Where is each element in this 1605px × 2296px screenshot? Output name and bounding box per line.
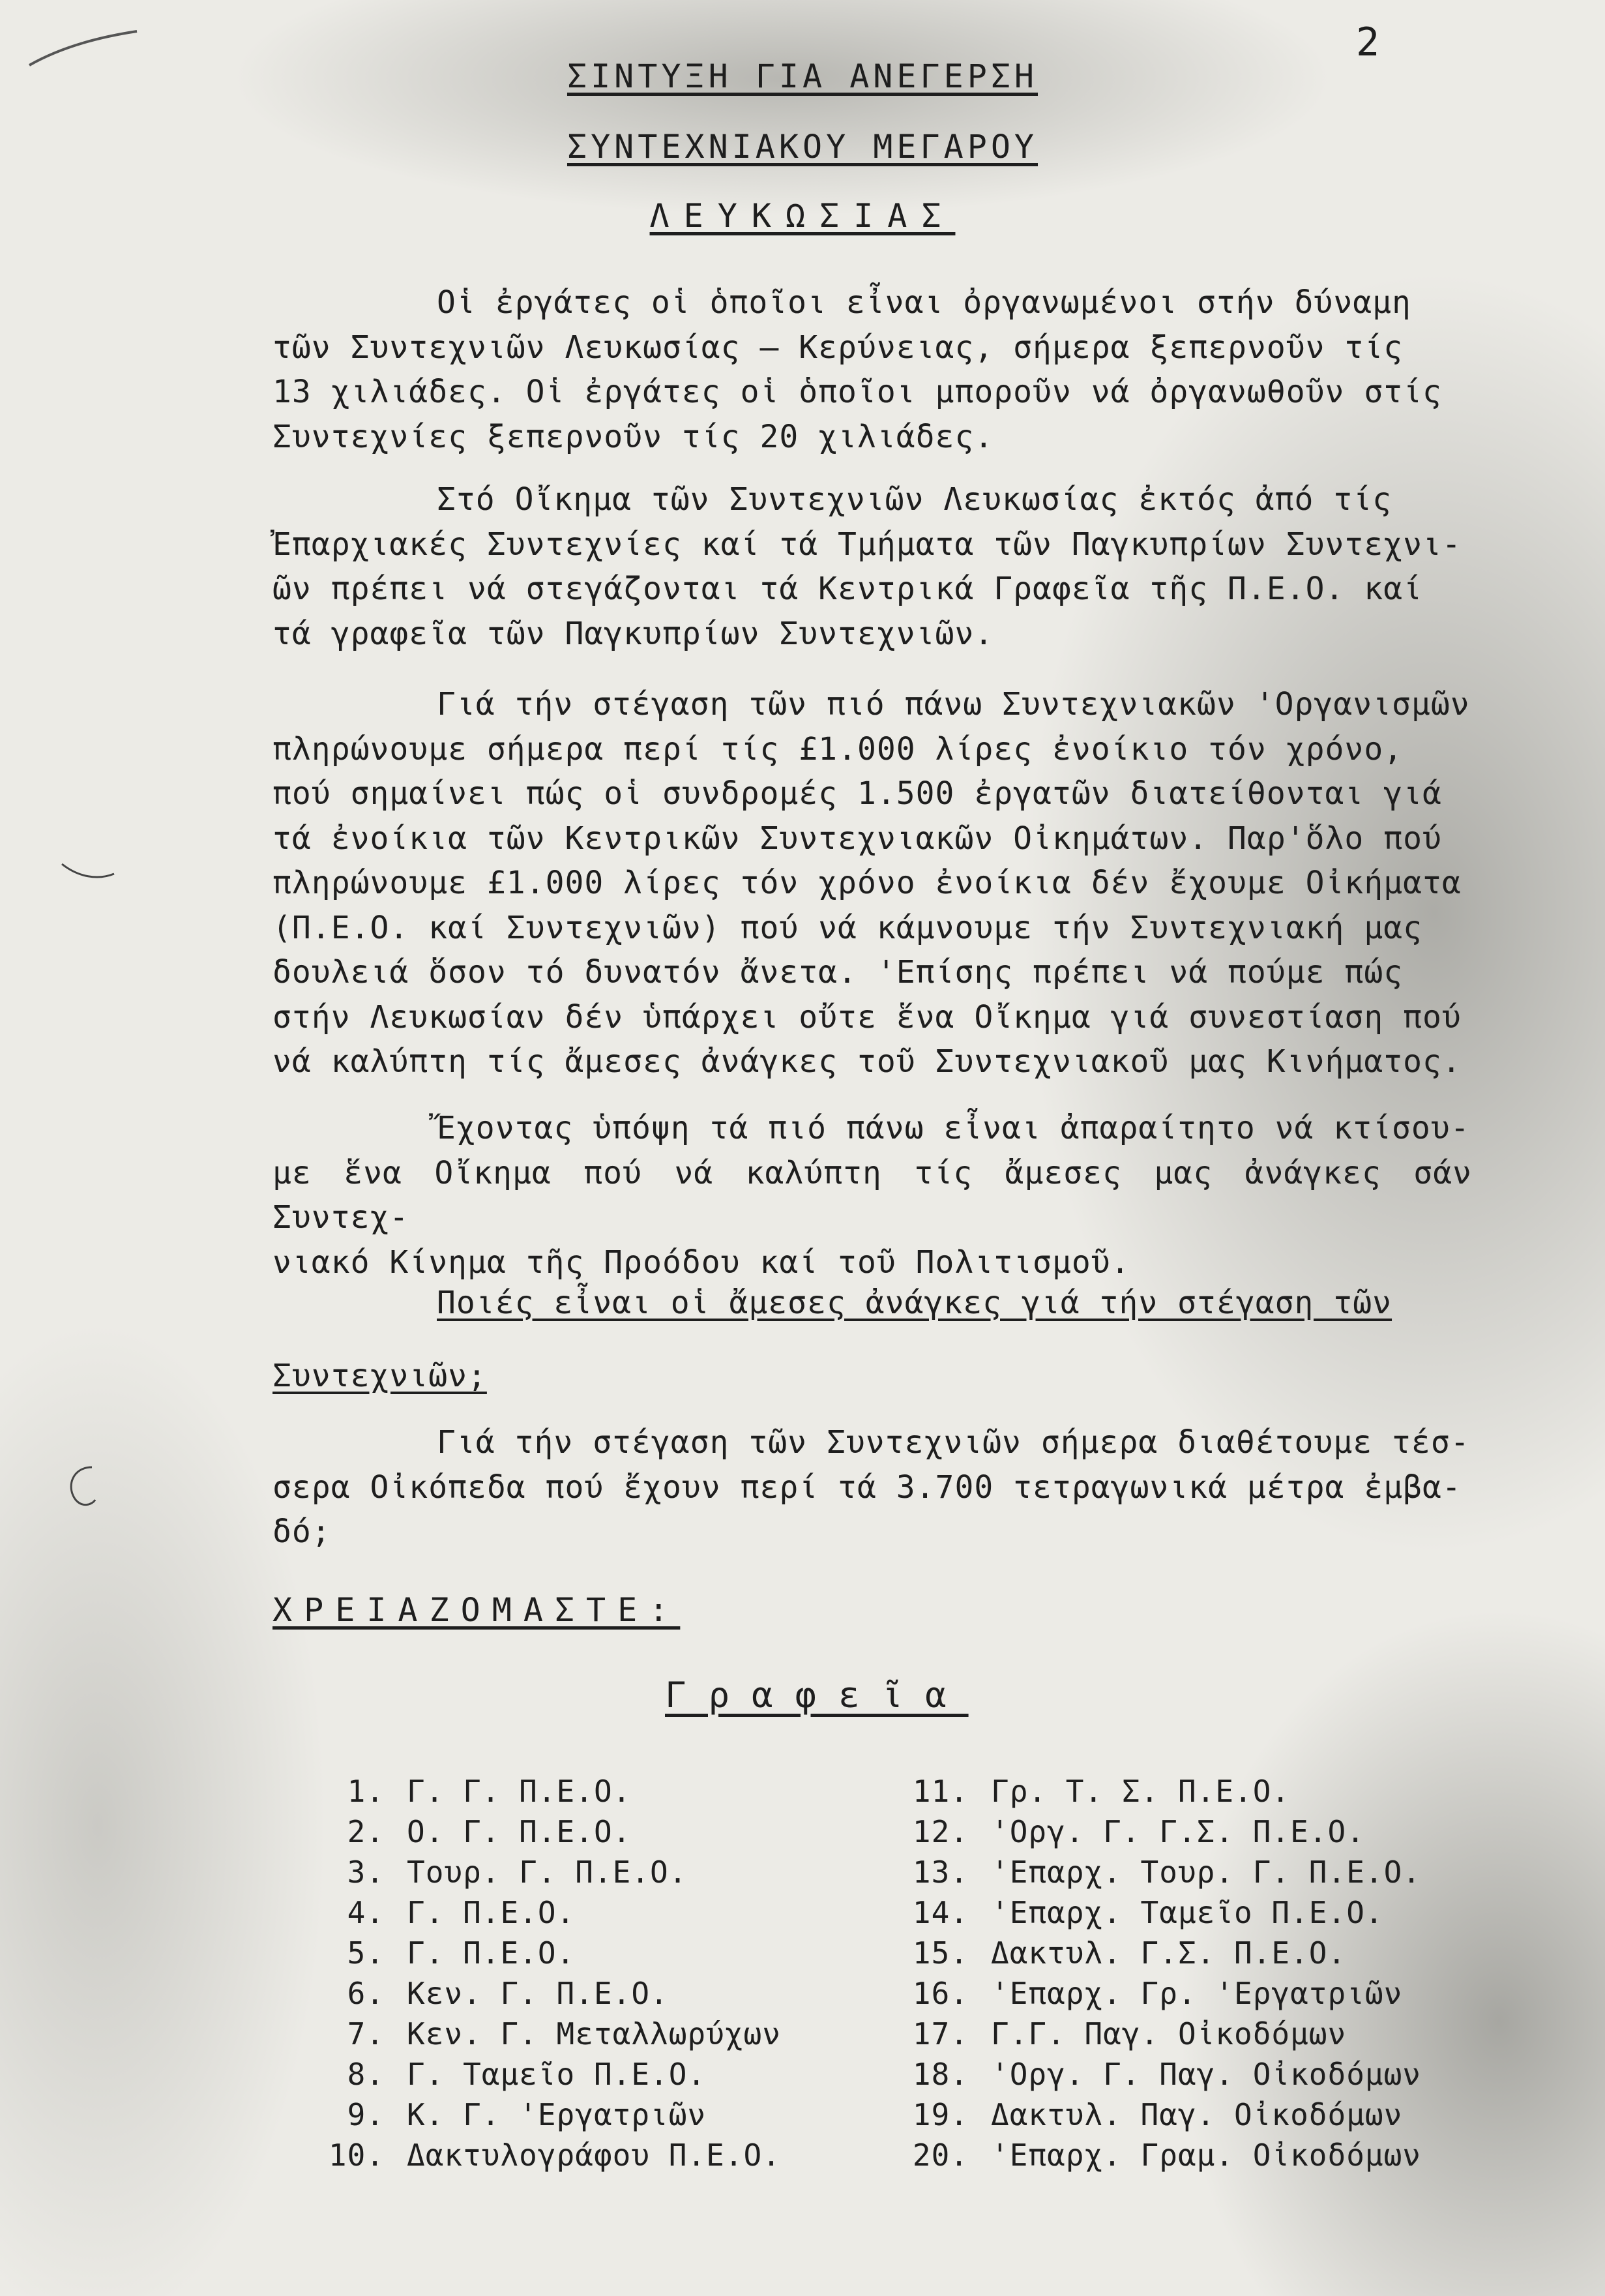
- list-item-number: 20.: [912, 2138, 969, 2173]
- list-item: [313, 2016, 781, 2057]
- need-heading: ΧΡΕΙΑΖΟΜΑΣΤΕ:: [272, 1591, 681, 1629]
- paragraph-3: Γιά τήν στέγαση τῶν πιό πάνω Συντεχνιακῶν 'Οργανισμῶν πληρώνουμε σήμερα περί τίς £1.000 λίρες ἐνοίκιο τόν χρόνο, πού σημαίνει πώς οἱ συνδρομές 1.500 ἐργατῶν διατείθονται γιά τά ἐνοίκια τῶν Κεντρικῶν Συντεχνιακῶν Οἰκημάτων. Παρ'ὅλο πού πληρώνουμε £1.000 λίρες τόν χρόνο ἐνοίκια δέν ἔχουμε Οἰκήματα (Π.Ε.Ο. καί Συντεχνιῶν) πού νά κάμνουμε τήν Συντεχνιακή μας δουλειά ὅσον τό δυνατόν ἄνετα. 'Επίσης πρέπει νά πούμε πώς στήν Λευκωσίαν δέν ὑπάρχει οὔτε ἕνα Οἴκημα γιά συνεστίαση πού νά καλύπτη τίς ἄμεσες ἀνάγκες τοῦ Συντεχνιακοῦ μας Κινήματος.: [272, 686, 1470, 1080]
- list-item-text: Κ. Γ. 'Εργατριῶν: [407, 2097, 707, 2132]
- heading-line-3: ΛΕΥΚΩΣΙΑΣ: [649, 197, 956, 235]
- list-item-number: 9.: [347, 2097, 385, 2132]
- list-item-text: Γ. Π.Ε.Ο.: [407, 1895, 576, 1930]
- list-item-number: 6.: [347, 1976, 385, 2011]
- list-item: [313, 1935, 781, 1976]
- paragraph-1: Οἱ ἐργάτες οἱ ὁποῖοι εἶναι ὀργανωμένοι στήν δύναμη τῶν Συντεχνιῶν Λευκωσίας – Κερύνειας, σήμερα ξεπερνοῦν τίς 13 χιλιάδες. Οἱ ἐργάτες οἱ ὁποῖοι μποροῦν νά ὀργανωθοῦν στίς Συντεχνίες ξεπερνοῦν τίς 20 χιλιάδες.: [272, 284, 1442, 455]
- list-item-text: 'Επαρχ. Γραμ. Οἰκοδόμων: [991, 2138, 1421, 2173]
- list-item-number: 3.: [347, 1855, 385, 1890]
- offices-list-right: [897, 1774, 1421, 2178]
- offices-list-left: [313, 1774, 781, 2178]
- list-item: [897, 1976, 1421, 2016]
- list-item-text: Γ.Γ. Παγ. Οἰκοδόμων: [991, 2016, 1347, 2051]
- list-item: [897, 1774, 1421, 1814]
- list-item-number: 14.: [912, 1895, 969, 1930]
- list-item-number: 11.: [912, 1774, 969, 1809]
- list-item-number: 10.: [328, 2138, 385, 2173]
- list-item: [897, 1935, 1421, 1976]
- list-item-number: 8.: [347, 2057, 385, 2092]
- page-number-mark: 2: [1356, 20, 1380, 65]
- list-item: [897, 1855, 1421, 1895]
- list-item-number: 5.: [347, 1935, 385, 1971]
- list-item: [313, 1814, 781, 1855]
- list-item: [897, 2097, 1421, 2138]
- list-item-number: 15.: [912, 1935, 969, 1971]
- list-item-number: 1.: [347, 1774, 385, 1809]
- list-item: [313, 1976, 781, 2016]
- heading-line-2: ΣΥΝΤΕΧΝΙΑΚΟΥ ΜΕΓΑΡΟΥ: [567, 128, 1038, 166]
- question-line-2: Συντεχνιῶν;: [272, 1358, 487, 1394]
- list-item-number: 12.: [912, 1814, 969, 1849]
- list-item-number: 16.: [912, 1976, 969, 2011]
- list-item: [313, 2097, 781, 2138]
- list-item: [897, 1895, 1421, 1935]
- list-item-text: 'Επαρχ. Γρ. 'Εργατριῶν: [991, 1976, 1403, 2011]
- list-item-number: 19.: [912, 2097, 969, 2132]
- list-item-number: 18.: [912, 2057, 969, 2092]
- list-item-number: 2.: [347, 1814, 385, 1849]
- list-item-text: Γρ. Τ. Σ. Π.Ε.Ο.: [991, 1774, 1291, 1809]
- margin-scribble-icon: [59, 857, 117, 884]
- list-item: [313, 1855, 781, 1895]
- list-item-number: 4.: [347, 1895, 385, 1930]
- list-item-text: 'Οργ. Γ. Γ.Σ. Π.Ε.Ο.: [991, 1814, 1365, 1849]
- paragraph-5: Γιά τήν στέγαση τῶν Συντεχνιῶν σήμερα διαθέτουμε τέσ- σερα Οἰκόπεδα πού ἔχουν περί τά 3.700 τετραγωνικά μέτρα ἐμβα- δό;: [272, 1424, 1470, 1550]
- punch-hole-icon: [63, 1461, 102, 1513]
- question-heading: [272, 1266, 1472, 1412]
- list-item-text: Κεν. Γ. Π.Ε.Ο.: [407, 1976, 669, 2011]
- list-item-text: Δακτυλ. Παγ. Οἰκοδόμων: [991, 2097, 1403, 2132]
- list-item: [897, 2016, 1421, 2057]
- offices-heading: Γραφεῖα: [665, 1675, 969, 1716]
- list-item-text: 'Επαρχ. Ταμεῖο Π.Ε.Ο.: [991, 1895, 1384, 1930]
- list-item-text: Δακτυλογράφου Π.Ε.Ο.: [407, 2138, 781, 2173]
- list-item: [313, 2138, 781, 2178]
- list-item-text: Γ. Π.Ε.Ο.: [407, 1935, 576, 1971]
- question-line-1: Ποιές εἶναι οἱ ἄμεσες ἀνάγκες γιά τήν στέγαση τῶν: [437, 1285, 1392, 1321]
- paragraph-4: Ἔχοντας ὑπόψη τά πιό πάνω εἶναι ἀπαραίτητο νά κτίσου- με ἕνα Οἴκημα πού νά καλύπτη τίς ἄμεσες μας ἀνάγκες σάν Συντεχ- νιακό Κίνημα τῆς Προόδου καί τοῦ Πολιτισμοῦ.: [272, 1110, 1472, 1281]
- list-item: [313, 2057, 781, 2097]
- list-item: [897, 1814, 1421, 1855]
- list-item-text: Ο. Γ. Π.Ε.Ο.: [407, 1814, 632, 1849]
- list-item-text: Γ. Ταμεῖο Π.Ε.Ο.: [407, 2057, 707, 2092]
- list-item-text: 'Οργ. Γ. Παγ. Οἰκοδόμων: [991, 2057, 1421, 2092]
- list-item-text: Τουρ. Γ. Π.Ε.Ο.: [407, 1855, 688, 1890]
- list-item-number: 7.: [347, 2016, 385, 2051]
- list-item-number: 13.: [912, 1855, 969, 1890]
- list-item: [897, 2138, 1421, 2178]
- list-item-text: Δακτυλ. Γ.Σ. Π.Ε.Ο.: [991, 1935, 1347, 1971]
- list-item: [897, 2057, 1421, 2097]
- list-item-text: Κεν. Γ. Μεταλλωρύχων: [407, 2016, 781, 2051]
- list-item-number: 17.: [912, 2016, 969, 2051]
- list-item-text: Γ. Γ. Π.Ε.Ο.: [407, 1774, 632, 1809]
- heading-line-1: ΣΙΝΤΥΞΗ ΓΙΑ ΑΝΕΓΕΡΣΗ: [567, 57, 1038, 95]
- list-item: [313, 1895, 781, 1935]
- paragraph-2: Στό Οἴκημα τῶν Συντεχνιῶν Λευκωσίας ἐκτός ἀπό τίς Ἐπαρχιακές Συντεχνίες καί τά Τμήματα τῶν Παγκυπρίων Συντεχνι- ῶν πρέπει νά στεγάζονται τά Κεντρικά Γραφεῖα τῆς Π.Ε.Ο. καί τά γραφεῖα τῶν Παγκυπρίων Συντεχνιῶν.: [272, 481, 1462, 652]
- list-item: [313, 1774, 781, 1814]
- list-item-text: 'Επαρχ. Τουρ. Γ. Π.Ε.Ο.: [991, 1855, 1421, 1890]
